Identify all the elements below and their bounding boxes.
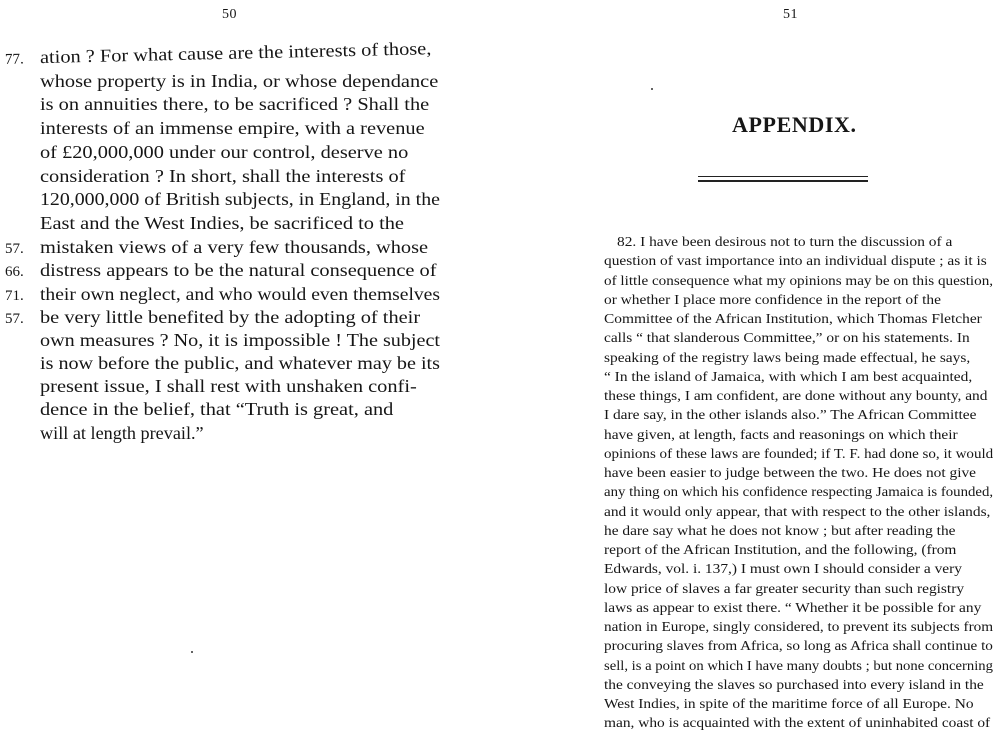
left-text-line	[0, 188, 500, 211]
margin-reference-number: 57.	[5, 311, 24, 327]
appendix-text-line	[500, 521, 1000, 540]
line-text: whose property is in India, or whose dependance	[40, 71, 439, 91]
line-text: will at length prevail.”	[40, 423, 204, 443]
line-text: question of vast importance into an individual dispute ; as it is	[604, 253, 987, 269]
line-text: is now before the public, and whatever may be its	[40, 353, 440, 373]
left-text-line	[0, 283, 500, 306]
line-text: Committee of the African Institution, which Thomas Fletcher	[604, 311, 982, 326]
margin-reference-number: 71.	[5, 288, 24, 304]
appendix-text-line	[500, 598, 1000, 617]
appendix-text-line	[500, 540, 1000, 559]
line-text: opinions of these laws are founded; if T. F. had done so, it would	[604, 445, 994, 461]
left-text-line	[0, 165, 500, 188]
heading-rule-thick	[698, 180, 868, 182]
line-text: of little consequence what my opinions may be on this question,	[604, 272, 994, 288]
appendix-text-line	[500, 425, 1000, 444]
line-text: Edwards, vol. i. 137,) I must own I should consider a very	[604, 561, 962, 577]
right-page	[500, 0, 1000, 729]
line-text: have given, at length, facts and reasonings on which their	[604, 426, 958, 442]
appendix-text-line	[500, 348, 1000, 367]
line-text: laws as appear to exist there. “ Whether it be possible for any	[604, 599, 982, 615]
left-text-line	[0, 375, 500, 398]
appendix-text-line	[500, 367, 1000, 386]
right-page-number: 51	[783, 7, 798, 22]
left-text-line	[0, 352, 500, 375]
left-text-line	[0, 236, 500, 259]
line-text: dence in the belief, that “Truth is great, and	[40, 399, 394, 419]
appendix-text-line	[500, 502, 1000, 521]
appendix-text-line	[500, 271, 1000, 290]
line-text: “ In the island of Jamaica, with which I am best acquainted,	[604, 368, 973, 384]
left-text-line	[0, 259, 500, 282]
line-text: mistaken views of a very few thousands, whose	[40, 237, 429, 257]
line-text: consideration ? In short, shall the interests of	[40, 166, 406, 186]
line-text: nation in Europe, singly considered, to prevent its subjects from	[604, 619, 994, 634]
heading-rule-thin	[698, 176, 868, 177]
appendix-text-line	[500, 309, 1000, 328]
appendix-text-line	[500, 675, 1000, 694]
line-text: the conveying the slaves so purchased into every island in the	[604, 676, 984, 692]
line-text: any thing on which his confidence respecting Jamaica is founded,	[604, 484, 994, 500]
left-page-number: 50	[222, 7, 237, 22]
print-speck	[651, 88, 653, 90]
left-text-line	[0, 422, 500, 445]
left-text-line	[0, 141, 500, 164]
line-text: of £20,000,000 under our control, deserve no	[40, 142, 409, 162]
line-text: West Indies, in spite of the maritime force of all Europe. No	[604, 696, 974, 711]
line-text: interests of an immense empire, with a revenue	[40, 118, 425, 138]
line-text: their own neglect, and who would even themselves	[40, 284, 440, 304]
margin-reference-number: 66.	[5, 264, 24, 280]
left-page	[0, 0, 500, 729]
line-text: sell, is a point on which I have many doubts ; but none concerning	[604, 657, 993, 673]
appendix-heading: APPENDIX.	[732, 112, 857, 137]
line-text: low price of slaves a far greater security than such registry	[604, 580, 965, 596]
line-text: and it would only appear, that with respect to the other islands,	[604, 503, 991, 519]
line-text: he dare say what he does not know ; but after reading the	[604, 522, 956, 538]
line-text: present issue, I shall rest with unshaken confi-	[40, 376, 417, 396]
line-text: have been easier to judge between the two. He does not give	[604, 465, 977, 480]
left-text-line	[0, 70, 500, 93]
appendix-text-line	[500, 328, 1000, 347]
appendix-text-line	[500, 444, 1000, 463]
line-text: 82. I have been desirous not to turn the discussion of a	[617, 234, 953, 249]
line-text: speaking of the registry laws being made effectual, he says,	[604, 349, 971, 365]
appendix-text-line	[500, 290, 1000, 309]
line-text: or whether I place more confidence in the report of the	[604, 291, 941, 307]
appendix-text-line	[500, 251, 1000, 270]
line-text: be very little benefited by the adopting of their	[40, 307, 421, 327]
appendix-text-line	[500, 482, 1000, 501]
appendix-text-line	[500, 463, 1000, 482]
appendix-text-line	[500, 386, 1000, 405]
line-text: own measures ? No, it is impossible ! The subject	[40, 330, 441, 350]
appendix-text-line	[500, 405, 1000, 424]
line-text: East and the West Indies, be sacrificed to the	[40, 213, 404, 233]
appendix-text-line	[500, 656, 1000, 675]
appendix-text-line	[500, 636, 1000, 655]
line-text: calls “ that slanderous Committee,” or on his statements. In	[604, 330, 970, 346]
line-text: is on annuities there, to be sacrificed ? Shall the	[40, 94, 430, 114]
appendix-text-line	[500, 694, 1000, 713]
left-text-line	[0, 398, 500, 421]
line-text: man, who is acquainted with the extent of uninhabited coast of	[604, 715, 991, 731]
line-text: I dare say, in the other islands also.” The African Committee	[604, 407, 977, 423]
appendix-text-line	[500, 579, 1000, 598]
appendix-text-line	[500, 232, 1000, 251]
left-text-line	[0, 36, 500, 71]
appendix-text-line	[500, 559, 1000, 578]
margin-reference-number: 77.	[4, 51, 24, 68]
left-text-line	[0, 329, 500, 352]
margin-reference-number: 57.	[5, 241, 24, 257]
line-text: ation ? For what cause are the interests of those,	[39, 38, 432, 68]
appendix-text-line	[500, 617, 1000, 636]
left-text-line	[0, 117, 500, 140]
line-text: these things, I am confident, are done without any bounty, and	[604, 388, 988, 403]
left-text-line	[0, 93, 500, 116]
print-speck	[191, 651, 193, 653]
line-text: report of the African Institution, and the following, (from	[604, 542, 957, 557]
line-text: procuring slaves from Africa, so long as Africa shall continue to	[604, 638, 993, 654]
line-text: distress appears to be the natural consequence of	[40, 260, 437, 280]
line-text: 120,000,000 of British subjects, in England, in the	[40, 189, 440, 209]
left-text-line	[0, 306, 500, 329]
appendix-paragraph	[500, 232, 1000, 733]
appendix-text-line	[500, 713, 1000, 732]
left-text-line	[0, 212, 500, 235]
